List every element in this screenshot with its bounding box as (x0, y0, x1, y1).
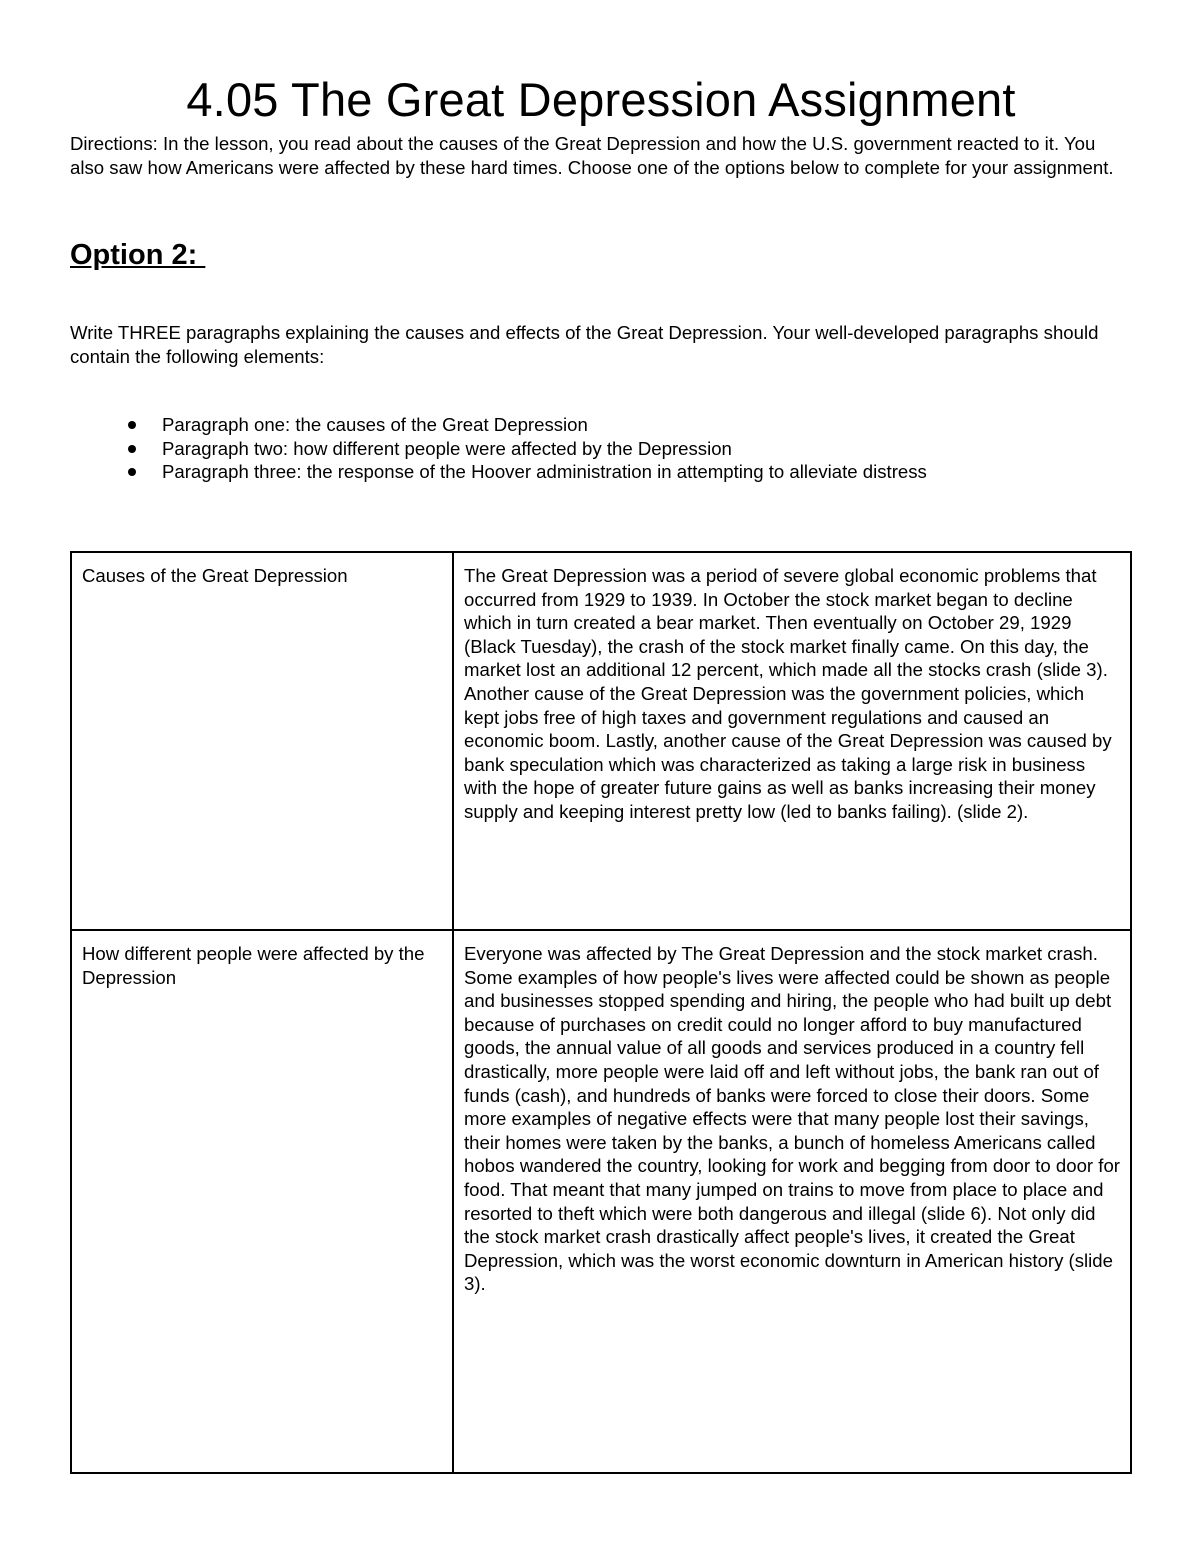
row-response-effects: Everyone was affected by The Great Depression and the stock market crash. Some examples of how people's lives were affected could be shown as people and businesses stopped spending and hiring, the people who had built up debt because of purchases on credit could no longer afford to buy manufactured goods, the annual value of all goods and services produced in a country fell drastically, more people were laid off and left without jobs, the bank ran out of funds (cash), and hundreds of banks were forced to close their doors. Some more examples of negative effects were that many people lost their savings, their homes were taken by the banks, a bunch of homeless Americans called hobos wandered the country, looking for work and begging from door to door for food. That meant that many jumped on trains to move from place to place and resorted to theft which were both dangerous and illegal (slide 6). Not only did the stock market crash drastically affect people's lives, it created the Great Depression, which was the worst economic downturn in American history (slide 3). (453, 930, 1131, 1473)
list-item (128, 437, 1132, 461)
bullet-icon (128, 421, 136, 429)
instructions-text: Write THREE paragraphs explaining the causes and effects of the Great Depression. Your well-developed paragraphs should contain the following elements: (70, 322, 1099, 367)
assignment-page (70, 72, 1132, 484)
option-heading: Option 2: (70, 239, 206, 271)
row-response-causes: The Great Depression was a period of severe global economic problems that occurred from 1929 to 1939. In October the stock market began to decline which in turn created a bear market. Then eventually on October 29, 1929 (Black Tuesday), the crash of the stock market finally came. On this day, the market lost an additional 12 percent, which made all the stocks crash (slide 3). Another cause of the Great Depression was the government policies, which kept jobs free of high taxes and government regulations and caused an economic boom. Lastly, another cause of the Great Depression was caused by bank speculation which was characterized as taking a large risk in business with the hope of greater future gains as well as banks increasing their money supply and keeping interest pretty low (led to banks failing). (slide 2). (453, 552, 1131, 930)
bullet-icon (128, 445, 136, 453)
list-item-text: Paragraph two: how different people were affected by the Depression (162, 437, 732, 459)
response-table (70, 551, 1132, 1474)
directions-text: Directions: In the lesson, you read about the causes of the Great Depression and how the U.S. government reacted to it. You also saw how Americans were affected by these hard times. Choose one of the options below to complete for your assignment. (70, 133, 1114, 178)
page-title: 4.05 The Great Depression Assignment (186, 73, 1016, 126)
list-item-text: Paragraph one: the causes of the Great Depression (162, 414, 588, 435)
row-label-causes: Causes of the Great Depression (71, 552, 453, 930)
requirements-list (70, 413, 1132, 484)
list-item-text: Paragraph three: the response of the Hoover administration in attempting to alleviate distress (162, 461, 927, 482)
table-row (71, 552, 1131, 930)
row-label-effects: How different people were affected by the Depression (71, 930, 453, 1473)
table-row (71, 930, 1131, 1473)
list-item (128, 413, 1132, 437)
bullet-icon (128, 468, 136, 476)
list-item (128, 460, 1132, 484)
